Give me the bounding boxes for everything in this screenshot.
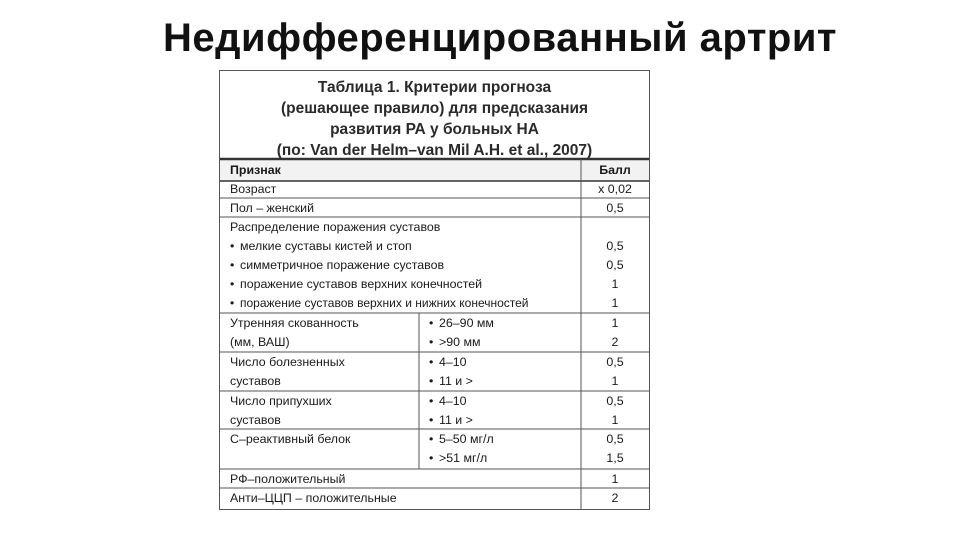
distribution-item xyxy=(230,295,529,311)
distribution-item-text: поражение суставов верхних и нижних конечностей xyxy=(240,296,529,310)
option-score: 2 xyxy=(611,335,619,349)
bullet-icon: • xyxy=(429,335,434,349)
option xyxy=(429,431,494,447)
option-score: 0,5 xyxy=(606,355,624,369)
bullet-icon: • xyxy=(429,374,434,388)
distribution-label: Распределение поражения суставов xyxy=(230,220,441,234)
accp-label: Анти–ЦЦП – положительные xyxy=(230,491,397,505)
accp-score: 2 xyxy=(611,491,619,505)
distribution-item xyxy=(230,276,482,292)
header-score: Балл xyxy=(599,163,631,177)
option-score: 0,5 xyxy=(606,394,624,408)
bullet-icon: • xyxy=(429,355,434,369)
option xyxy=(429,354,467,370)
distribution-item-score: 1 xyxy=(611,296,619,310)
caption-line: Таблица 1. Критерии прогноза xyxy=(317,79,552,96)
bullet-icon: • xyxy=(230,296,235,310)
morning-stiffness-label: Утренняя скованность xyxy=(230,316,359,330)
distribution-item xyxy=(230,238,412,254)
option-score: 1 xyxy=(611,374,619,388)
option-text: 5–50 мг/л xyxy=(439,432,494,446)
swollen-joints-label-cont: суставов xyxy=(230,413,281,427)
morning-stiffness-unit: (мм, ВАШ) xyxy=(230,335,290,349)
caption-line: (по: Van der Helm–van Mil A.H. et al., 2007) xyxy=(276,142,593,159)
bullet-icon: • xyxy=(429,451,434,465)
tender-joints-label-cont: суставов xyxy=(230,374,281,388)
bullet-icon: • xyxy=(230,277,235,291)
tender-joints-label: Число болезненных xyxy=(230,355,345,369)
bullet-icon: • xyxy=(429,432,434,446)
option-text: 11 и > xyxy=(439,374,473,388)
option xyxy=(429,393,467,409)
distribution-item-score: 1 xyxy=(611,277,619,291)
option xyxy=(429,412,473,428)
swollen-joints-label: Число припухших xyxy=(230,394,332,408)
option-text: 11 и > xyxy=(439,413,473,427)
rf-score: 1 xyxy=(611,472,619,486)
distribution-item-text: мелкие суставы кистей и стоп xyxy=(240,239,412,253)
option-score: 1 xyxy=(611,316,619,330)
caption-line: (решающее правило) для предсказания xyxy=(280,100,589,117)
criteria-table xyxy=(219,70,650,510)
header-sign: Признак xyxy=(230,163,281,177)
option-score: 1 xyxy=(611,413,619,427)
option-score: 1,5 xyxy=(606,451,624,465)
bullet-icon: • xyxy=(429,413,434,427)
option-text: >90 мм xyxy=(439,335,481,349)
sex-score: 0,5 xyxy=(606,201,624,215)
distribution-item-score: 0,5 xyxy=(606,258,624,272)
option-score: 0,5 xyxy=(606,432,624,446)
bullet-icon: • xyxy=(230,239,235,253)
option-text: 26–90 мм xyxy=(439,316,494,330)
option-text: 4–10 xyxy=(439,355,467,369)
bullet-icon: • xyxy=(429,394,434,408)
option xyxy=(429,334,481,350)
bullet-icon: • xyxy=(429,316,434,330)
distribution-item-text: поражение суставов верхних конечностей xyxy=(240,277,483,291)
option-text: >51 мг/л xyxy=(439,451,488,465)
option xyxy=(429,373,473,389)
option xyxy=(429,450,487,466)
option xyxy=(429,315,494,331)
bullet-icon: • xyxy=(230,258,235,272)
caption-line: развития РА у больных НА xyxy=(330,121,539,138)
crp-label: С–реактивный белок xyxy=(230,432,351,446)
age-score: х 0,02 xyxy=(598,182,632,196)
age-label: Возраст xyxy=(230,182,277,196)
slide-title: Недифференцированный артрит xyxy=(162,16,838,60)
sex-label: Пол – женский xyxy=(230,201,315,215)
distribution-item-text: симметричное поражение суставов xyxy=(240,258,445,272)
rf-label: РФ–положительный xyxy=(230,472,346,486)
option-text: 4–10 xyxy=(439,394,467,408)
distribution-item-score: 0,5 xyxy=(606,239,624,253)
distribution-item xyxy=(230,257,444,273)
